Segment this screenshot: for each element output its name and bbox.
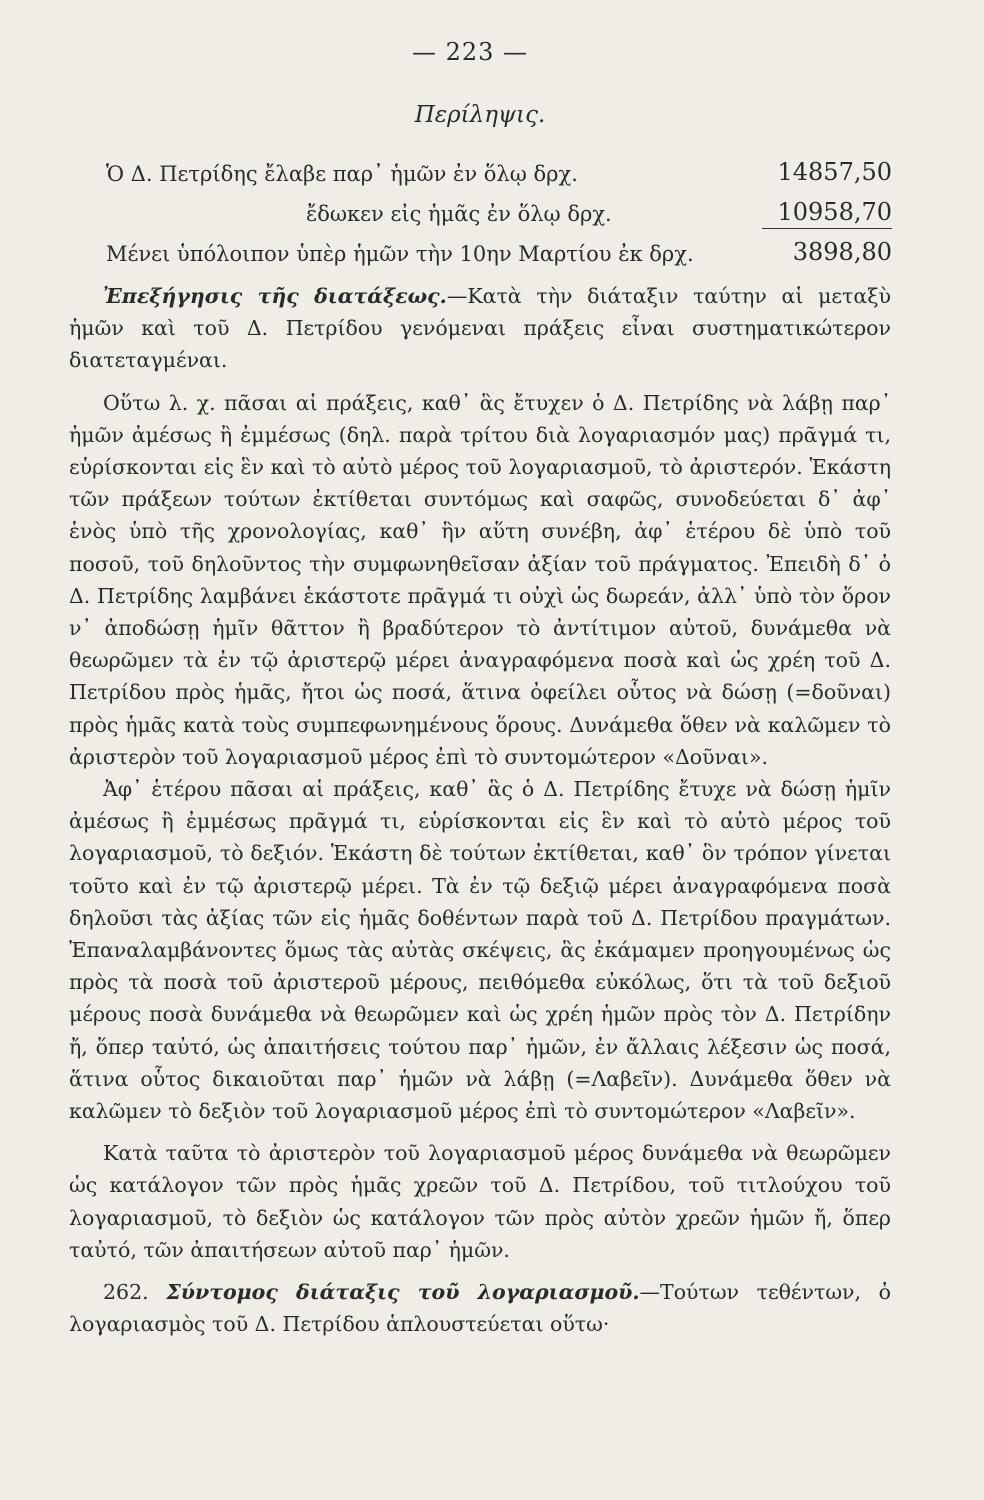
summary-amount: 10958,70 (762, 198, 892, 229)
summary-row-given (106, 198, 892, 238)
summary-row-balance (106, 238, 892, 278)
summary-desc: Μένει ὑπόλοιπον ὑπὲρ ἡμῶν τὴν 10ην Μαρτίου ἐκ δρχ. (106, 242, 694, 266)
summary-desc: Ὁ Δ. Πετρίδης ἔλαβε παρ᾽ ἡμῶν ἐν ὅλῳ δρχ. (106, 162, 578, 186)
paragraph-right-side: Ἀφ᾽ ἑτέρου πᾶσαι αἱ πράξεις, καθ᾽ ἃς ὁ Δ. Πετρίδης ἔτυχε νὰ δώσῃ ἡμῖν ἀμέσως ἢ ἐμμέσως πρᾶγμά τι, εὑρίσκονται εἰς ἓν καὶ τὸ αὐτὸ μέρος τοῦ λογαριασμοῦ, τὸ δεξιόν. Ἑκάστη δὲ τούτων ἐκτίθεται, καθ᾽ ὃν τρόπον γίνεται τοῦτο καὶ ἐν τῷ ἀριστερῷ μέρει. Τὰ ἐν τῷ δεξιῷ μέρει ἀναγραφόμενα ποσὰ δηλοῦσι τὰς ἀξίας τῶν εἰς ἡμᾶς δοθέντων παρὰ τοῦ Δ. Πετρίδου πραγμάτων. Ἐπαναλαμβάνοντες ὅμως τὰς αὐτὰς σκέψεις, ἃς ἐκάμαμεν προηγουμένως ὡς πρὸς τὰ ποσὰ τοῦ ἀριστεροῦ μέρους, πειθόμεθα εὐκόλως, ὅτι τὰ τοῦ δεξιοῦ μέρους ποσὰ δυνάμεθα νὰ θεωρῶμεν καὶ ὡς χρέη ἡμῶν πρὸς τὸν Δ. Πετρίδην ἤ, ὅπερ ταὐτό, ὡς ἀπαιτήσεις τούτου παρ᾽ ἡμῶν, ἐν ἄλλαις λέξεσιν ὡς ποσά, ἅτινα οὗτος δικαιοῦται παρ᾽ ἡμῶν νὰ λάβῃ (=Λαβεῖν). Δυνάμεθα ὅθεν νὰ καλῶμεν τὸ δεξιὸν τοῦ λογαριασμοῦ μέρος ἐπὶ τὸ συντομώτερον «Λαβεῖν». (69, 777, 891, 1124)
paragraph-left-side: Οὕτω λ. χ. πᾶσαι αἱ πράξεις, καθ᾽ ἃς ἔτυχεν ὁ Δ. Πετρίδης νὰ λάβῃ παρ᾽ ἡμῶν ἀμέσως ἢ ἐμμέσως (δηλ. παρὰ τρίτου διὰ λογαριασμόν μας) πρᾶγμά τι, εὑρίσκονται εἰς ἓν καὶ τὸ αὐτὸ μέρος τοῦ λογαριασμοῦ, τὸ ἀριστερόν. Ἑκάστη τῶν πράξεων τούτων ἐκτίθεται συντόμως καὶ σαφῶς, συνοδεύεται δ᾽ ἀφ᾽ ἑνὸς ὑπὸ τῆς χρονολογίας, καθ᾽ ἣν αὕτη συνέβη, ἀφ᾽ ἑτέρου δὲ ὑπὸ τοῦ ποσοῦ, τοῦ δηλοῦντος τὴν συμφωνηθεῖσαν ἀξίαν τοῦ πράγματος. Ἐπειδὴ δ᾽ ὁ Δ. Πετρίδης λαμβάνει ἑκάστοτε πρᾶγμά τι οὐχὶ ὡς δωρεάν, ἀλλ᾽ ὑπὸ τὸν ὅρον ν᾽ ἀποδώσῃ ἡμῖν θᾶττον ἢ βραδύτερον τὸ ἀντίτιμον αὐτοῦ, δυνάμεθα νὰ θεωρῶμεν τὰ ἐν τῷ ἀριστερῷ μέρει ἀναγραφόμενα ποσὰ καὶ ὡς χρέη τοῦ Δ. Πετρίδου πρὸς ἡμᾶς, ἤτοι ὡς ποσά, ἅτινα ὀφείλει οὗτος νὰ δώσῃ (=δοῦναι) πρὸς ἡμᾶς κατὰ τοὺς συμπεφωνημένους ὅρους. Δυνάμεθα ὅθεν νὰ καλῶμεν τὸ ἀριστερὸν τοῦ λογαριασμοῦ μέρος ἐπὶ τὸ συντομώτερον «Δοῦναι». (69, 390, 891, 769)
summary-desc: ἔδωκεν εἰς ἡμᾶς ἐν ὅλῳ δρχ. (306, 202, 612, 226)
paragraph-heading: Σύντομος διάταξις τοῦ λογαριασμοῦ. (166, 1280, 640, 1305)
paragraph-text: —Κατὰ τὴν διάταξιν ταύτην αἱ μεταξὺ ἡμῶν καὶ τοῦ Δ. Πετρίδου γενόμεναι πράξεις εἶναι συστηματικώτερον διατεταγμέναι. (69, 284, 891, 373)
summary-amount: 3898,80 (792, 238, 892, 266)
paragraph-summary: Κατὰ ταῦτα τὸ ἀριστερὸν τοῦ λογαριασμοῦ μέρος δυνάμεθα νὰ θεωρῶμεν ὡς κατάλογον τῶν πρὸς ἡμᾶς χρεῶν τοῦ Δ. Πετρίδου, τοῦ τιτλούχου τοῦ λογαριασμοῦ, τὸ δεξιὸν ὡς κατάλογον τῶν πρὸς αὐτὸν χρεῶν ἡμῶν ἤ, ὅπερ ταὐτό, τῶν ἀπαιτήσεων αὐτοῦ παρ᾽ ἡμῶν. (69, 1141, 891, 1262)
paragraph-text: —Τούτων τεθέντων, ὁ λογαριασμὸς τοῦ Δ. Πετρίδου ἁπλουστεύεται οὕτω· (69, 1280, 891, 1337)
paragraph-section-262 (69, 1276, 891, 1340)
section-number: 262. (103, 1280, 149, 1305)
body-text (69, 280, 891, 1341)
paragraph-heading: Ἐπεξήγησις τῆς διατάξεως. (103, 284, 447, 308)
page-number: — 223 — (411, 38, 529, 66)
summary-amount: 14857,50 (777, 158, 892, 186)
summary-row-received (106, 158, 892, 198)
account-summary (106, 158, 892, 278)
section-title: Περίληψις. (414, 102, 546, 128)
paragraph-explanation (69, 280, 891, 377)
